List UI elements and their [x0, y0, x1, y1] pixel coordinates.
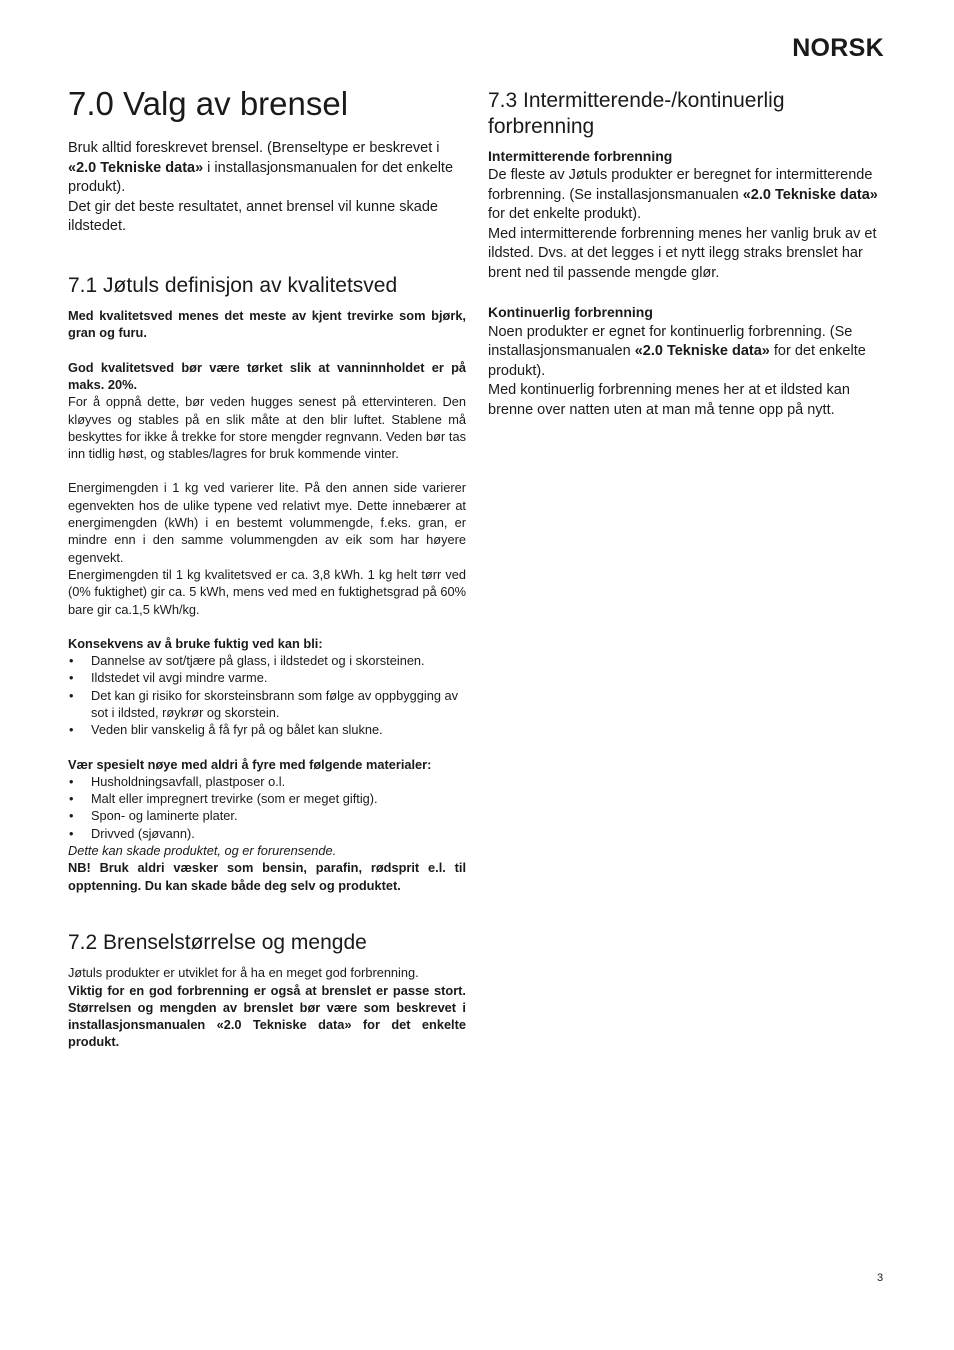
- continuous-heading: Kontinuerlig forbrenning: [488, 304, 653, 320]
- right-column: [488, 80, 886, 420]
- avoid-materials-heading: Vær spesielt nøye med aldri å fyre med følgende materialer:: [68, 756, 432, 772]
- warning-note: NB! Bruk aldri væsker som bensin, parafin, rødsprit e.l. til opptenning. Du kan skade både deg selv og produktet.: [68, 860, 466, 893]
- section-7-2-text: Jøtuls produkter er utviklet for å ha en meget god forbrenning.: [68, 965, 419, 981]
- list-item: • Det kan gi risiko for skorsteinsbrann som følge av oppbygging av sot i ildsted, røykrør og skorstein.: [68, 687, 466, 722]
- continuous-text: Noen produkter er egnet for kontinuerlig forbrenning. (Se installasjonsmanualen «2.0 Tekniske data» for det enkelte produkt).: [488, 323, 866, 379]
- section-7-3-heading: 7.3 Intermitterende-/kontinuerlig forbrenning: [488, 89, 785, 139]
- list-item: • Malt eller impregnert trevirke (som er meget giftig).: [68, 790, 466, 807]
- intermittent-definition: Med intermitterende forbrenning menes her vanlig bruk av et ildsted. Dvs. at det legges i et nytt ilegg straks brenslet har brent ned til passende mengde glør.: [488, 225, 877, 281]
- left-column: [68, 80, 466, 1051]
- avoid-note: Dette kan skade produktet, og er forurensende.: [68, 843, 337, 859]
- list-item: • Husholdningsavfall, plastposer o.l.: [68, 773, 466, 790]
- intermittent-text: De fleste av Jøtuls produkter er beregnet for intermitterende forbrenning. (Se installasjonsmanualen «2.0 Tekniske data» for det enkelte produkt).: [488, 167, 878, 222]
- consequences-heading: Konsekvens av å bruke fuktig ved kan bli:: [68, 635, 323, 651]
- tech-data-reference: «2.0 Tekniske data»: [634, 343, 770, 359]
- drying-instructions: For å oppnå dette, bør veden hugges senest på ettervinteren. Den kløyves og stables på en slik måte at den blir luftet. Stablene må beskyttes for ikke å trekke for store mengder regnvann. Veden bør tas inn tidlig høst, og stables/lagres for bruk kommende vinter.: [68, 394, 466, 462]
- section-7-0-result: Det gir det beste resultatet, annet brensel vil kunne skade ildstedet.: [68, 198, 438, 235]
- section-7-2-heading: 7.2 Brenselstørrelse og mengde: [68, 930, 367, 954]
- page-number: 3: [877, 1272, 884, 1284]
- section-7-0-intro: Bruk alltid foreskrevet brensel. (Brenseltype er beskrevet i «2.0 Tekniske data» i installasjonsmanualen for det enkelte produkt).: [68, 140, 454, 196]
- tech-data-reference: «2.0 Tekniske data»: [68, 159, 204, 176]
- moisture-requirement: God kvalitetsved bør være tørket slik at vanninnholdet er på maks. 20%.: [68, 359, 466, 392]
- energy-paragraph-2: Energimengden til 1 kg kvalitetsved er ca. 3,8 kWh. 1 kg helt tørr ved (0% fuktighet) gir ca. 5 kWh, mens ved med en fuktighetsgrad på 60% bare gir ca.1,5 kWh/kg.: [68, 566, 466, 617]
- language-label: NORSK: [792, 34, 884, 62]
- quality-wood-lead: Med kvalitetsved menes det meste av kjent trevirke som bjørk, gran og furu.: [68, 308, 466, 341]
- consequences-list: [68, 652, 466, 738]
- section-7-0-heading: 7.0 Valg av brensel: [68, 85, 349, 122]
- list-item: • Drivved (sjøvann).: [68, 825, 466, 842]
- list-item: • Ildstedet vil avgi mindre varme.: [68, 669, 466, 686]
- continuous-definition: Med kontinuerlig forbrenning menes her at et ildsted kan brenne over natten uten at man må tenne opp på nytt.: [488, 382, 850, 418]
- list-item: • Spon- og laminerte plater.: [68, 807, 466, 824]
- section-7-1-heading: 7.1 Jøtuls definisjon av kvalitetsved: [68, 273, 398, 297]
- list-item: • Dannelse av sot/tjære på glass, i ildstedet og i skorsteinen.: [68, 652, 466, 669]
- tech-data-reference: «2.0 Tekniske data»: [742, 186, 878, 203]
- list-item: • Veden blir vanskelig å få fyr på og bålet kan slukne.: [68, 721, 466, 738]
- intermittent-heading: Intermitterende forbrenning: [488, 147, 673, 164]
- avoid-materials-list: [68, 773, 466, 842]
- energy-paragraph-1: Energimengden i 1 kg ved varierer lite. På den annen side varierer egenvekten hos de ulike typene ved relativt mye. Dette innebærer at energimengden (kWh) i en bestemt volummengde, f.eks. gran, er mindre enn i den samme volummengden av eik som har høyere egenvekt.: [68, 480, 466, 565]
- section-7-2-emphasis: Viktig for en god forbrenning er også at brenslet er passe stort. Størrelsen og mengden av brenslet bør være som beskrevet i installasjonsmanualen «2.0 Tekniske data» for det enkelte produkt.: [68, 982, 466, 1050]
